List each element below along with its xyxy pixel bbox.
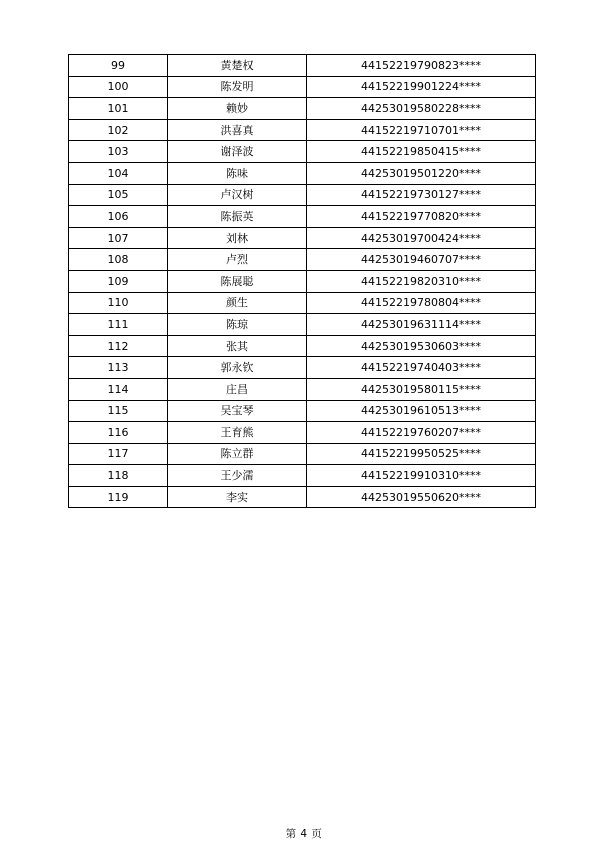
name-cell: 李实 xyxy=(168,486,307,508)
id-number-cell: 44152219790823**** xyxy=(307,55,536,77)
id-number-cell: 44152219901224**** xyxy=(307,76,536,98)
id-number-cell: 44152219910310**** xyxy=(307,465,536,487)
table-row xyxy=(69,486,536,508)
table-row xyxy=(69,55,536,77)
id-number-cell: 44253019610513**** xyxy=(307,400,536,422)
name-cell: 张其 xyxy=(168,335,307,357)
row-number-cell: 107 xyxy=(69,227,168,249)
row-number-cell: 103 xyxy=(69,141,168,163)
name-cell: 郭永钦 xyxy=(168,357,307,379)
name-cell: 庄昌 xyxy=(168,378,307,400)
table-row xyxy=(69,98,536,120)
id-number-cell: 44253019550620**** xyxy=(307,486,536,508)
row-number-cell: 111 xyxy=(69,314,168,336)
id-number-cell: 44253019580115**** xyxy=(307,378,536,400)
name-cell: 刘林 xyxy=(168,227,307,249)
name-cell: 王少濡 xyxy=(168,465,307,487)
id-number-cell: 44152219770820**** xyxy=(307,206,536,228)
table-row xyxy=(69,335,536,357)
table-row xyxy=(69,400,536,422)
row-number-cell: 113 xyxy=(69,357,168,379)
row-number-cell: 109 xyxy=(69,270,168,292)
row-number-cell: 117 xyxy=(69,443,168,465)
name-cell: 赖妙 xyxy=(168,98,307,120)
table-row xyxy=(69,76,536,98)
row-number-cell: 114 xyxy=(69,378,168,400)
id-number-cell: 44152219850415**** xyxy=(307,141,536,163)
name-cell: 陈味 xyxy=(168,162,307,184)
row-number-cell: 112 xyxy=(69,335,168,357)
table-row xyxy=(69,249,536,271)
name-cell: 卢烈 xyxy=(168,249,307,271)
table-row xyxy=(69,119,536,141)
row-number-cell: 118 xyxy=(69,465,168,487)
roster-table-body xyxy=(69,55,536,508)
table-row xyxy=(69,141,536,163)
table-row xyxy=(69,378,536,400)
table-row xyxy=(69,357,536,379)
id-number-cell: 44253019580228**** xyxy=(307,98,536,120)
row-number-cell: 100 xyxy=(69,76,168,98)
id-number-cell: 44152219780804**** xyxy=(307,292,536,314)
id-number-cell: 44152219760207**** xyxy=(307,422,536,444)
table-row xyxy=(69,443,536,465)
id-number-cell: 44152219730127**** xyxy=(307,184,536,206)
table-row xyxy=(69,314,536,336)
row-number-cell: 108 xyxy=(69,249,168,271)
name-cell: 陈振英 xyxy=(168,206,307,228)
roster-table xyxy=(68,54,536,508)
table-row xyxy=(69,292,536,314)
name-cell: 陈立群 xyxy=(168,443,307,465)
row-number-cell: 110 xyxy=(69,292,168,314)
name-cell: 陈发明 xyxy=(168,76,307,98)
id-number-cell: 44253019530603**** xyxy=(307,335,536,357)
table-row xyxy=(69,206,536,228)
name-cell: 陈琼 xyxy=(168,314,307,336)
id-number-cell: 44253019631114**** xyxy=(307,314,536,336)
id-number-cell: 44253019700424**** xyxy=(307,227,536,249)
table-row xyxy=(69,227,536,249)
id-number-cell: 44152219820310**** xyxy=(307,270,536,292)
id-number-cell: 44253019501220**** xyxy=(307,162,536,184)
name-cell: 吴宝琴 xyxy=(168,400,307,422)
table-row xyxy=(69,270,536,292)
row-number-cell: 115 xyxy=(69,400,168,422)
page-number: 第 4 页 xyxy=(285,828,323,840)
name-cell: 颜生 xyxy=(168,292,307,314)
id-number-cell: 44152219740403**** xyxy=(307,357,536,379)
table-row xyxy=(69,162,536,184)
row-number-cell: 102 xyxy=(69,119,168,141)
name-cell: 洪喜真 xyxy=(168,119,307,141)
row-number-cell: 101 xyxy=(69,98,168,120)
row-number-cell: 105 xyxy=(69,184,168,206)
table-row xyxy=(69,422,536,444)
name-cell: 黄楚权 xyxy=(168,55,307,77)
row-number-cell: 116 xyxy=(69,422,168,444)
name-cell: 谢泽波 xyxy=(168,141,307,163)
id-number-cell: 44253019460707**** xyxy=(307,249,536,271)
name-cell: 王育熊 xyxy=(168,422,307,444)
name-cell: 陈展聪 xyxy=(168,270,307,292)
table-row xyxy=(69,465,536,487)
id-number-cell: 44152219950525**** xyxy=(307,443,536,465)
row-number-cell: 119 xyxy=(69,486,168,508)
name-cell: 卢汉树 xyxy=(168,184,307,206)
row-number-cell: 99 xyxy=(69,55,168,77)
id-number-cell: 44152219710701**** xyxy=(307,119,536,141)
row-number-cell: 106 xyxy=(69,206,168,228)
row-number-cell: 104 xyxy=(69,162,168,184)
table-row xyxy=(69,184,536,206)
